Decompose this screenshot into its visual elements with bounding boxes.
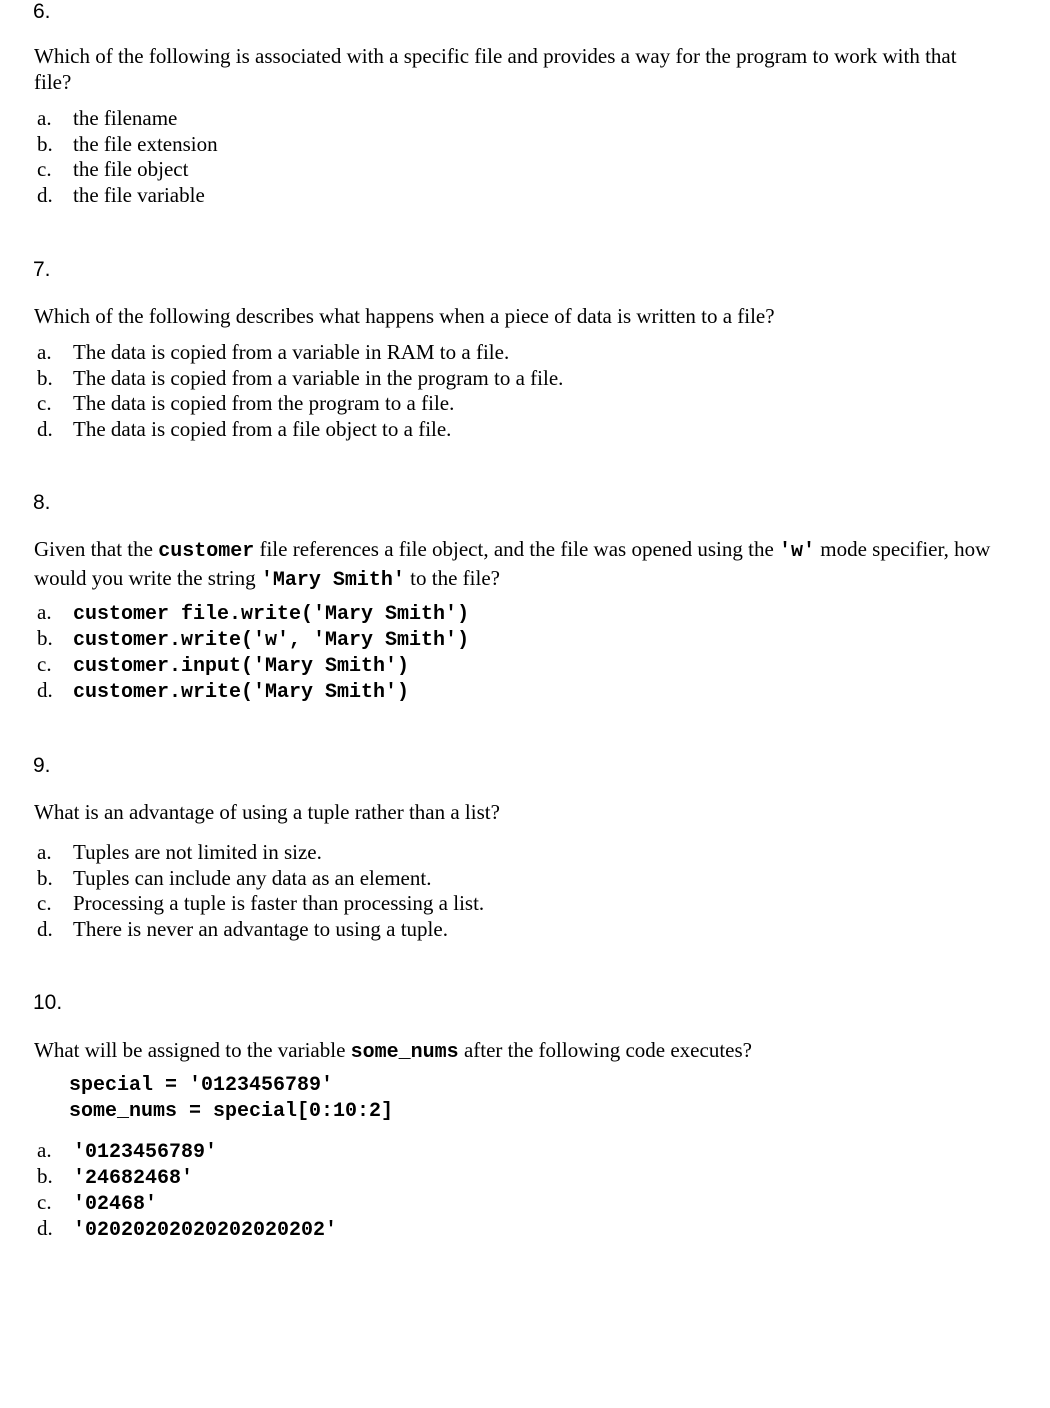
code-line: special = '0123456789': [69, 1074, 334, 1097]
question-number: 8.: [33, 491, 51, 514]
code-snippet: [69, 1073, 393, 1125]
option-text: the file extension: [73, 131, 218, 156]
option-letter: a.: [37, 106, 52, 130]
stem-code: 'w': [779, 540, 816, 563]
option-text: The data is copied from the program to a file.: [73, 391, 455, 415]
answer-options: [37, 1137, 337, 1241]
option-letter: c.: [37, 652, 52, 676]
option-text: Processing a tuple is faster than processing a list.: [73, 891, 485, 915]
stem-text: after the following code executes?: [458, 1038, 752, 1062]
stem-text: What will be assigned to the variable: [34, 1038, 351, 1062]
stem-code: some_nums: [350, 1041, 459, 1064]
answer-options: [37, 340, 563, 442]
stem-code: customer: [158, 540, 255, 563]
option-text: The data is copied from a variable in RAM to a file.: [73, 340, 510, 364]
option-text: the file variable: [73, 182, 205, 207]
option-letter: d.: [37, 1216, 53, 1240]
option-text: The data is copied from a file object to a file.: [73, 416, 452, 441]
option-text: '0123456789': [73, 1141, 218, 1164]
question-stem: Which of the following is associated with a specific file and provides a way for the program to work with that file?: [34, 44, 957, 94]
question-number: 7.: [33, 258, 51, 281]
option-c[interactable]: [37, 891, 484, 917]
answer-options: [37, 840, 484, 942]
stem-text: Given that the: [34, 537, 159, 561]
option-text: The data is copied from a variable in the program to a file.: [73, 365, 564, 390]
option-text: Tuples can include any data as an element.: [73, 865, 432, 890]
code-line: some_nums = special[0:10:2]: [69, 1100, 394, 1123]
question-stem: [34, 536, 994, 594]
option-b[interactable]: [37, 866, 484, 892]
option-letter: a.: [37, 600, 52, 624]
option-letter: b.: [37, 365, 53, 390]
option-a[interactable]: [37, 599, 469, 625]
option-text: Tuples are not limited in size.: [73, 840, 322, 864]
stem-text: file references a file object, and the file was opened using the: [254, 537, 780, 561]
option-text: There is never an advantage to using a tuple.: [73, 916, 448, 941]
stem-text: mode specifier, how would you write the string: [34, 537, 991, 590]
question-number: 10.: [33, 991, 63, 1014]
option-c[interactable]: [37, 157, 218, 183]
option-a[interactable]: [37, 1137, 337, 1163]
option-text: customer file.write('Mary Smith'): [73, 603, 470, 626]
stem-code: 'Mary Smith': [260, 569, 405, 592]
option-text: '02468': [73, 1193, 158, 1216]
option-d[interactable]: [37, 417, 563, 443]
option-letter: a.: [37, 340, 52, 364]
option-d[interactable]: [37, 1215, 337, 1241]
question-stem: [34, 1037, 994, 1066]
option-letter: b.: [37, 626, 53, 650]
option-letter: c.: [37, 1190, 52, 1214]
answer-options: [37, 599, 469, 703]
option-letter: b.: [37, 1164, 53, 1188]
option-a[interactable]: [37, 106, 218, 132]
option-letter: c.: [37, 157, 52, 181]
option-d[interactable]: [37, 677, 469, 703]
option-letter: a.: [37, 840, 52, 864]
option-text: the filename: [73, 106, 178, 130]
question-number: 6.: [33, 0, 51, 23]
option-c[interactable]: [37, 1189, 337, 1215]
option-letter: d.: [37, 678, 53, 702]
option-text: the file object: [73, 157, 189, 181]
option-text: customer.write('Mary Smith'): [73, 681, 410, 704]
option-letter: c.: [37, 891, 52, 915]
answer-options: [37, 106, 218, 208]
option-text: '24682468': [73, 1167, 194, 1190]
option-d[interactable]: [37, 917, 484, 943]
option-letter: b.: [37, 865, 53, 890]
option-letter: d.: [37, 916, 53, 941]
option-b[interactable]: [37, 1163, 337, 1189]
option-text: customer.input('Mary Smith'): [73, 655, 410, 678]
option-c[interactable]: [37, 391, 563, 417]
option-letter: c.: [37, 391, 52, 415]
option-d[interactable]: [37, 183, 218, 209]
option-letter: b.: [37, 131, 53, 156]
option-b[interactable]: [37, 625, 469, 651]
option-letter: d.: [37, 416, 53, 441]
option-b[interactable]: [37, 132, 218, 158]
stem-text: to the file?: [404, 566, 500, 590]
option-a[interactable]: [37, 840, 484, 866]
option-text: customer.write('w', 'Mary Smith'): [73, 629, 470, 652]
option-c[interactable]: [37, 651, 469, 677]
option-letter: d.: [37, 182, 53, 207]
option-b[interactable]: [37, 366, 563, 392]
question-stem: What is an advantage of using a tuple rather than a list?: [34, 800, 500, 824]
option-a[interactable]: [37, 340, 563, 366]
question-stem: Which of the following describes what happens when a piece of data is written to a file?: [34, 304, 775, 328]
option-text: '02020202020202020202': [73, 1219, 338, 1242]
question-number: 9.: [33, 754, 51, 777]
option-letter: a.: [37, 1138, 52, 1162]
